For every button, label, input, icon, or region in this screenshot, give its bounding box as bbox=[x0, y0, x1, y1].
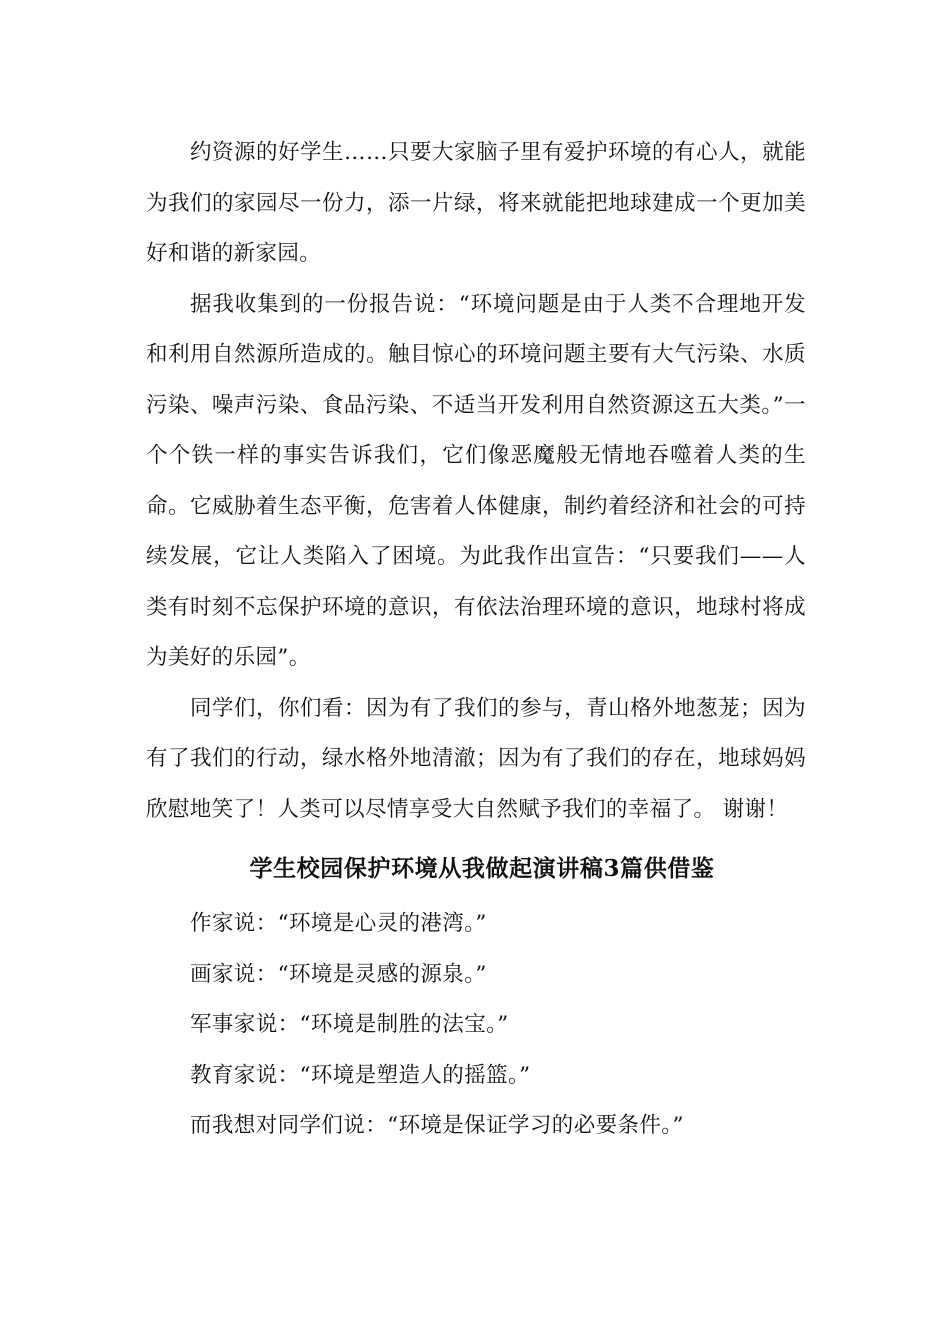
quote-strategist: 军事家说：“环境是制胜的法宝。” bbox=[190, 1012, 509, 1037]
paragraph-continuation: 约资源的好学生……只要大家脑子里有爱护环境的有心人，就能为我们的家园尽一份力，添一片绿，将来就能把地球建成一个更加美好和谐的新家园。 bbox=[146, 140, 806, 266]
quote-speaker: 而我想对同学们说：“环境是保证学习的必要条件。” bbox=[190, 1113, 684, 1138]
quote-list bbox=[146, 899, 806, 1152]
quote-writer: 作家说：“环境是心灵的港湾。” bbox=[190, 911, 487, 936]
paragraph-closing: 同学们，你们看：因为有了我们的参与，青山格外地葱茏；因为有了我们的行动，绿水格外地清澈；因为有了我们的存在，地球妈妈欣慰地笑了！人类可以尽情享受大自然赋予我们的幸福了。 谢谢！ bbox=[146, 695, 806, 822]
quote-educator: 教育家说：“环境是塑造人的摇篮。” bbox=[190, 1062, 531, 1088]
paragraph-report: 据我收集到的一份报告说：“环境问题是由于人类不合理地开发和利用自然源所造成的。触目惊心的环境问题主要有大气污染、水质污染、噪声污染、食品污染、不适当开发利用自然资源这五大类。”一个个铁一样的事实告诉我们，它们像恶魔般无情地吞噬着人类的生命。它威胁着生态平衡，危害着人体健康，制约着经济和社会的可持续发展，它让人类陷入了困境。为此我作出宣告：“只要我们——人类有时刻不忘保护环境的意识，有依法治理环境的意识，地球村将成为美好的乐园”。 bbox=[146, 291, 806, 670]
section-heading: 学生校园保护环境从我做起演讲稿3篇供借鉴 bbox=[249, 855, 715, 882]
quote-painter: 画家说：“环境是灵感的源泉。” bbox=[190, 961, 487, 987]
document-body bbox=[146, 128, 806, 1152]
